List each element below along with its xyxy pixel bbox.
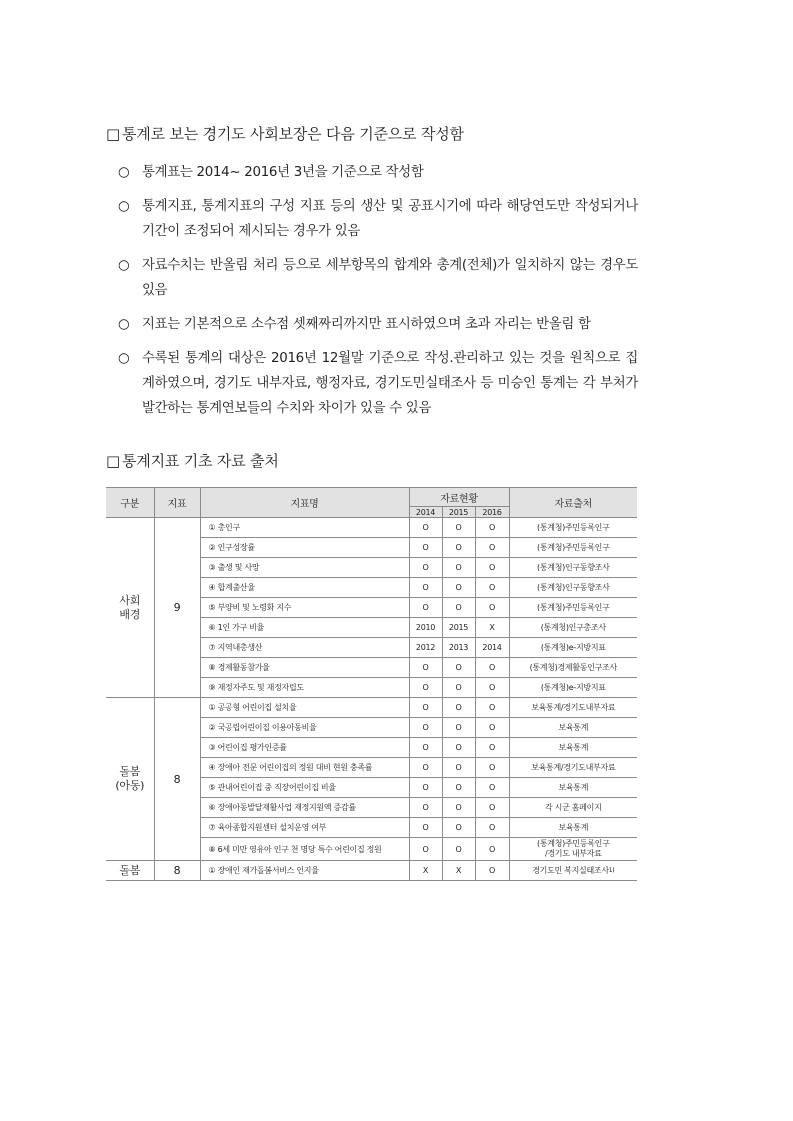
source-text: (통계청)e-지방지표 [540,682,606,692]
year-2016-cell: O [475,738,509,758]
source-cell [509,738,637,758]
year-2015-cell: O [442,798,475,818]
indicator-name-cell: ⑤ 부양비 및 노령화 지수 [200,598,409,618]
source-cell [509,578,637,598]
year-2016-cell: O [475,698,509,718]
criteria-item [118,312,638,337]
table-row [106,861,637,881]
source-text: 보육통계 [558,782,589,792]
category-cell: 사회 배경 [106,518,154,698]
criteria-item [118,253,638,303]
source-text: (통계청)주민등록인구 [537,602,610,612]
year-2015-cell: 2015 [442,618,475,638]
source-cell [509,618,637,638]
indicator-name-cell: ⑦ 육아종합지원센터 설치운영 여부 [200,818,409,838]
year-2015-cell: O [442,738,475,758]
circle-bullet-icon: ○ [118,317,130,332]
source-text: 보육통계 [558,722,589,732]
indicator-name-cell: ⑧ 6세 미만 영유아 인구 천 명당 특수 어린이집 정원 [200,838,409,861]
header-status: 자료현황 [409,488,509,507]
source-text: (통계청)인구동향조사 [537,582,610,592]
year-2015-cell: O [442,518,475,538]
heading-text: 통계지표 기초 자료 출처 [122,452,279,470]
header-category: 구분 [106,488,154,518]
year-2015-cell: O [442,538,475,558]
source-cell [509,798,637,818]
source-text: (통계청)e-지방지표 [540,642,606,652]
indicator-name-cell: ① 장애인 재가돌봄서비스 인지율 [200,861,409,881]
year-2016-cell: O [475,578,509,598]
year-2014-cell: O [409,818,442,838]
source-cell [509,861,637,881]
year-2015-cell: 2013 [442,638,475,658]
indicator-name-cell: ⑦ 지역내총생산 [200,638,409,658]
year-2015-cell: O [442,598,475,618]
source-text: 보육통계/경기도내부자료 [531,762,616,772]
year-2016-cell: O [475,818,509,838]
source-text: (통계청)주민등록인구 /경기도 내부자료 [537,839,610,858]
year-2016-cell: O [475,558,509,578]
source-cell [509,818,637,838]
criteria-text: 수록된 통계의 대상은 2016년 12월말 기준으로 작성.관리하고 있는 것을 원칙으로 집계하였으며, 경기도 내부자료, 행정자료, 경기도민실태조사 등 미승인 통계는 각 부처가 발간하는 통계연보들의 수치와 차이가 있을 수 있음 [142,351,638,416]
source-cell [509,778,637,798]
year-2014-cell: O [409,658,442,678]
source-text: (통계청)주민등록인구 [537,522,610,532]
circle-bullet-icon: ○ [118,165,130,180]
year-2014-cell: O [409,798,442,818]
count-cell: 8 [154,698,200,861]
section-heading-sources [106,451,279,471]
source-text: (통계청)주민등록인구 [537,542,610,552]
criteria-item [118,194,638,244]
table-body [106,518,637,881]
year-2014-cell: 2010 [409,618,442,638]
indicator-name-cell: ③ 출생 및 사망 [200,558,409,578]
year-2016-cell: O [475,598,509,618]
year-2015-cell: O [442,778,475,798]
year-2016-cell: O [475,861,509,881]
count-cell: 8 [154,861,200,881]
year-2015-cell: O [442,758,475,778]
indicator-name-cell: ③ 어린이집 평가인증률 [200,738,409,758]
table-row [106,698,637,718]
year-2014-cell: O [409,778,442,798]
source-cell [509,758,637,778]
year-2014-cell: O [409,598,442,618]
heading-text: 통계로 보는 경기도 사회보장은 다음 기준으로 작성함 [122,125,464,143]
source-cell [509,558,637,578]
year-2015-cell: O [442,678,475,698]
indicator-name-cell: ② 국공립어린이집 이용아동비율 [200,718,409,738]
source-text: (통계청)인구총조사 [540,622,606,632]
count-cell: 9 [154,518,200,698]
source-cell [509,678,637,698]
header-name: 지표명 [200,488,409,518]
source-cell [509,638,637,658]
source-text: 보육통계 [558,742,589,752]
year-2014-cell: O [409,538,442,558]
year-2016-cell: O [475,758,509,778]
category-cell: 돌봄 (아동) [106,698,154,861]
year-2014-cell: O [409,518,442,538]
footnote-marker: 1) [608,866,615,874]
year-2014-cell: O [409,678,442,698]
source-text: (통계청)경제활동인구조사 [529,662,617,672]
source-cell [509,518,637,538]
year-2014-cell: O [409,718,442,738]
indicator-name-cell: ① 총인구 [200,518,409,538]
criteria-list [118,160,638,430]
header-year-2014: 2014 [409,507,442,518]
indicator-name-cell: ⑧ 경제활동참가율 [200,658,409,678]
indicator-name-cell: ① 공공형 어린이집 설치율 [200,698,409,718]
header-count: 지표 [154,488,200,518]
source-text: (통계청)인구동향조사 [537,562,610,572]
indicator-name-cell: ④ 장애아 전문 어린이집의 정원 대비 현원 충족률 [200,758,409,778]
indicator-name-cell: ⑤ 관내어린이집 중 직장어린이집 비율 [200,778,409,798]
source-table [106,487,637,881]
criteria-text: 자료수치는 반올림 처리 등으로 세부항목의 합계와 총계(전체)가 일치하지 않는 경우도 있음 [142,258,638,298]
table-row [106,518,637,538]
criteria-text: 지표는 기본적으로 소수점 셋째짜리까지만 표시하였으며 초과 자리는 반올림 함 [142,317,591,332]
year-2015-cell: O [442,698,475,718]
year-2014-cell: X [409,861,442,881]
source-text: 경기도민 복지실태조사 [532,865,609,875]
year-2016-cell: O [475,798,509,818]
checkbox-square-icon: □ [106,125,120,143]
year-2016-cell: O [475,538,509,558]
year-2015-cell: O [442,558,475,578]
indicator-name-cell: ④ 합계출산율 [200,578,409,598]
year-2015-cell: O [442,818,475,838]
criteria-text: 통계표는 2014~ 2016년 3년을 기준으로 작성함 [142,165,424,180]
source-cell [509,538,637,558]
indicator-name-cell: ⑥ 장애아동발달재활사업 재정지원액 증감률 [200,798,409,818]
year-2015-cell: O [442,838,475,861]
year-2015-cell: O [442,658,475,678]
year-2014-cell: O [409,838,442,861]
year-2016-cell: O [475,718,509,738]
source-text: 각 시군 홈페이지 [545,802,602,812]
circle-bullet-icon: ○ [118,351,130,366]
source-cell [509,718,637,738]
source-cell [509,698,637,718]
year-2014-cell: O [409,578,442,598]
header-year-2015: 2015 [442,507,475,518]
indicator-name-cell: ⑥ 1인 가구 비율 [200,618,409,638]
year-2014-cell: O [409,558,442,578]
year-2014-cell: O [409,738,442,758]
checkbox-square-icon: □ [106,452,120,470]
year-2014-cell: 2012 [409,638,442,658]
year-2016-cell: X [475,618,509,638]
year-2016-cell: O [475,778,509,798]
source-text: 보육통계 [558,822,589,832]
year-2016-cell: O [475,678,509,698]
year-2016-cell: 2014 [475,638,509,658]
circle-bullet-icon: ○ [118,199,130,214]
indicator-name-cell: ② 인구성장률 [200,538,409,558]
criteria-text: 통계지표, 통계지표의 구성 지표 등의 생산 및 공표시기에 따라 해당연도만 작성되거나 기간이 조정되어 제시되는 경우가 있음 [142,199,638,239]
source-cell [509,658,637,678]
source-cell [509,838,637,861]
year-2014-cell: O [409,698,442,718]
year-2015-cell: O [442,578,475,598]
header-source: 자료출처 [509,488,637,518]
year-2015-cell: O [442,718,475,738]
section-heading-criteria [106,124,464,144]
year-2016-cell: O [475,838,509,861]
header-year-2016: 2016 [475,507,509,518]
source-cell [509,598,637,618]
criteria-item [118,346,638,421]
category-cell: 돌봄 [106,861,154,881]
indicator-name-cell: ⑨ 재정자주도 및 재정자립도 [200,678,409,698]
year-2016-cell: O [475,518,509,538]
year-2015-cell: X [442,861,475,881]
criteria-item [118,160,638,185]
source-text: 보육통계/경기도내부자료 [531,702,616,712]
circle-bullet-icon: ○ [118,258,130,273]
year-2014-cell: O [409,758,442,778]
year-2016-cell: O [475,658,509,678]
